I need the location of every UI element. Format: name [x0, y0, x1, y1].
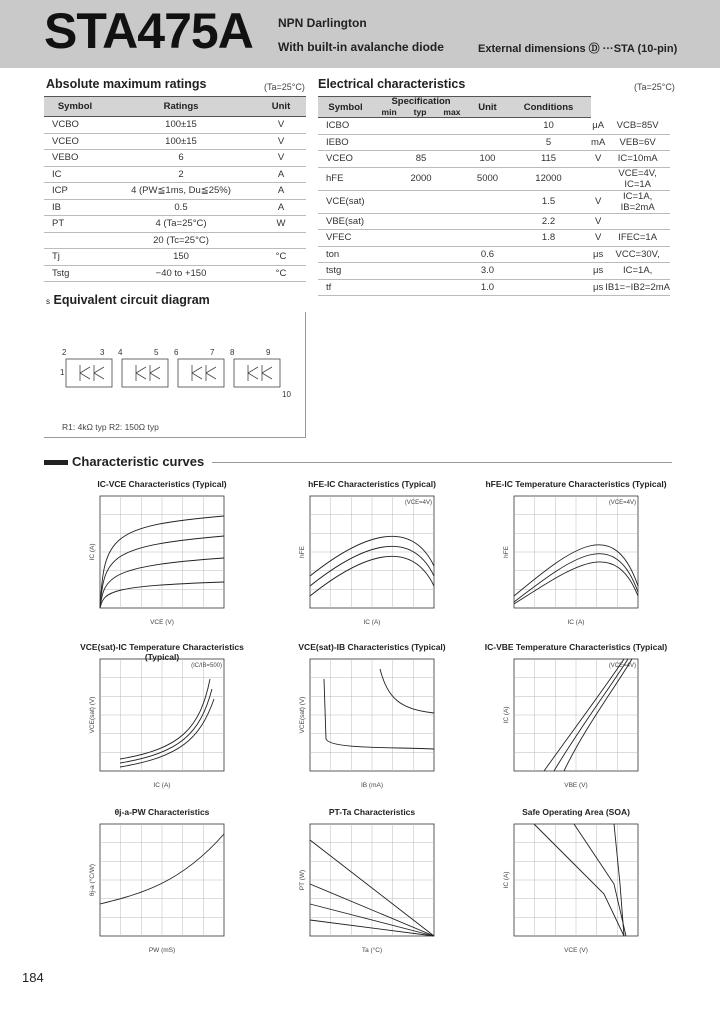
unit-cell [591, 167, 605, 190]
unit-cell: A [256, 183, 306, 200]
conditions-cell: IFEC=1A [605, 230, 670, 247]
abs-max-row [44, 199, 306, 216]
unit-cell: V [256, 150, 306, 167]
y-axis-label: hFE [299, 546, 306, 558]
x-axis-label: VCE (V) [150, 619, 174, 626]
section-rule [212, 462, 672, 463]
symbol-cell: IC [44, 166, 106, 183]
rating-cell: 150 [106, 249, 256, 266]
elec-row [318, 279, 670, 296]
conditions-cell: IC=1A, [605, 263, 670, 280]
symbol-cell: tf [318, 279, 373, 296]
min-cell [373, 246, 469, 263]
abs-max-row [44, 265, 306, 282]
page-number: 184 [22, 970, 44, 985]
max-cell [506, 279, 591, 296]
section-bar [44, 460, 68, 465]
max-cell: 2.2 [506, 213, 591, 230]
max-cell: 5 [506, 134, 591, 151]
abs-max-row [44, 183, 306, 200]
chart-note: (IC/IB=500) [191, 663, 222, 669]
spec-max: max [443, 107, 461, 117]
unit-cell: μs [591, 263, 605, 280]
unit-cell: V [591, 190, 605, 213]
typ-cell [469, 118, 506, 135]
unit-cell: μs [591, 246, 605, 263]
rating-cell: 100±15 [106, 117, 256, 134]
device-type: NPN Darlington [278, 16, 367, 30]
max-cell: 10 [506, 118, 591, 135]
characteristic-chart [498, 492, 652, 628]
unit-cell: W [256, 216, 306, 233]
elec-row [318, 190, 670, 213]
chart-note: (VCE=4V) [404, 500, 432, 506]
min-cell [373, 263, 469, 280]
chart-note: (VCE=4V) [608, 500, 636, 506]
typ-cell [469, 134, 506, 151]
x-axis-label: IC (A) [567, 619, 585, 626]
max-cell: 115 [506, 151, 591, 168]
max-cell: 12000 [506, 167, 591, 190]
spec-min: min [381, 107, 397, 117]
device-feature: With built-in avalanche diode [278, 40, 444, 54]
rating-cell: 20 (Tc=25°C) [106, 232, 256, 249]
rating-cell: 4 (PW≦1ms, Du≦25%) [106, 183, 256, 200]
elec-row [318, 263, 670, 280]
typ-cell: 0.6 [469, 246, 506, 263]
chart-title: VCE(sat)-IB Characteristics (Typical) [298, 642, 446, 652]
spec-typ: typ [413, 107, 427, 117]
elec-title: Electrical characteristics [318, 77, 466, 91]
characteristic-chart [84, 492, 238, 628]
elec-row [318, 134, 670, 151]
pin-label: 2 [62, 348, 67, 357]
unit-cell: μs [591, 279, 605, 296]
y-axis-label: θj-a (°C/W) [89, 863, 96, 897]
symbol-cell: IEBO [318, 134, 373, 151]
y-axis-label: IC (A) [503, 871, 510, 889]
rating-cell: 6 [106, 150, 256, 167]
elec-row [318, 213, 670, 230]
unit-cell: V [256, 133, 306, 150]
unit-cell: μA [591, 118, 605, 135]
min-cell: 85 [373, 151, 469, 168]
x-axis-label: Ta (°C) [361, 947, 383, 954]
elec-row [318, 167, 670, 190]
symbol-cell: VFEC [318, 230, 373, 247]
symbol-cell: ICP [44, 183, 106, 200]
x-axis-label: IC (A) [363, 619, 381, 626]
min-cell [373, 230, 469, 247]
symbol-cell: VCBO [44, 117, 106, 134]
symbol-cell: tstg [318, 263, 373, 280]
min-cell [373, 118, 469, 135]
equivalent-circuit-diagram [60, 345, 300, 405]
unit-cell: V [591, 213, 605, 230]
max-cell [506, 263, 591, 280]
conditions-cell: VCB=85V [605, 118, 670, 135]
pin-label: 3 [100, 348, 105, 357]
external-dimensions: External dimensions Ⓓ ···STA (10-pin) [478, 43, 678, 55]
x-axis-label: VBE (V) [564, 782, 588, 789]
pin-label: 6 [174, 348, 179, 357]
symbol-cell: IB [44, 199, 106, 216]
unit-cell: A [256, 166, 306, 183]
characteristic-chart [498, 820, 652, 956]
abs-max-row [44, 133, 306, 150]
chart-title: VCE(sat)-IC Temperature Characteristics (Typical) [80, 642, 244, 662]
abs-max-row [44, 216, 306, 233]
characteristic-chart [294, 820, 448, 956]
col-conditions: Conditions [506, 97, 591, 118]
characteristic-chart [294, 492, 448, 628]
pin-label: 9 [266, 348, 271, 357]
abs-max-condition: (Ta=25°C) [264, 82, 305, 92]
chart-title: Safe Operating Area (SOA) [522, 807, 630, 817]
col-symbol: Symbol [44, 97, 106, 117]
chart-title: hFE-IC Temperature Characteristics (Typical) [485, 479, 667, 489]
pin-label: 5 [154, 348, 159, 357]
abs-max-row [44, 150, 306, 167]
typ-cell [469, 190, 506, 213]
typ-cell [469, 213, 506, 230]
min-cell: 2000 [373, 167, 469, 190]
y-axis-label: PT (W) [299, 869, 306, 891]
typ-cell: 5000 [469, 167, 506, 190]
symbol-cell: VCEO [44, 133, 106, 150]
rating-cell: 100±15 [106, 133, 256, 150]
abs-max-row [44, 117, 306, 134]
unit-cell: A [256, 199, 306, 216]
conditions-cell: VCE=4V, IC=1A [605, 167, 670, 190]
pin-label: 4 [118, 348, 123, 357]
conditions-cell: IC=1A, IB=2mA [605, 190, 670, 213]
typ-cell: 3.0 [469, 263, 506, 280]
curve-line [324, 679, 434, 749]
curve-line [120, 689, 212, 763]
chart-title: hFE-IC Characteristics (Typical) [308, 479, 436, 489]
symbol-cell: hFE [318, 167, 373, 190]
symbol-cell [44, 232, 106, 249]
characteristic-chart [498, 655, 652, 791]
symbol-cell: ICBO [318, 118, 373, 135]
elec-table [318, 96, 670, 296]
abs-max-title: Absolute maximum ratings [46, 77, 207, 91]
characteristic-chart [294, 655, 448, 791]
conditions-cell: IC=10mA [605, 151, 670, 168]
pin-label: 10 [282, 390, 291, 399]
y-axis-label: IC (A) [89, 543, 96, 561]
rating-cell: −40 to +150 [106, 265, 256, 282]
conditions-cell: VCC=30V, [605, 246, 670, 263]
symbol-cell: VEBO [44, 150, 106, 167]
elec-row [318, 246, 670, 263]
max-cell: 1.8 [506, 230, 591, 247]
abs-max-row [44, 249, 306, 266]
y-axis-label: VCE(sat) (V) [299, 696, 306, 734]
y-axis-label: IC (A) [503, 706, 510, 724]
symbol-cell: VCEO [318, 151, 373, 168]
unit-cell: mA [591, 134, 605, 151]
pin-label: 7 [210, 348, 215, 357]
abs-max-table [44, 96, 306, 282]
unit-cell: V [256, 117, 306, 134]
typ-cell: 100 [469, 151, 506, 168]
equivalent-title [46, 293, 210, 307]
min-cell [373, 279, 469, 296]
symbol-cell: PT [44, 216, 106, 233]
rating-cell: 4 (Ta=25°C) [106, 216, 256, 233]
min-cell [373, 190, 469, 213]
unit-cell: V [591, 151, 605, 168]
elec-row [318, 230, 670, 247]
chart-title: IC-VCE Characteristics (Typical) [97, 479, 227, 489]
symbol-cell: Tj [44, 249, 106, 266]
typ-cell [469, 230, 506, 247]
symbol-cell: VCE(sat) [318, 190, 373, 213]
chart-title: θj-a-PW Characteristics [114, 807, 210, 817]
unit-cell: V [591, 230, 605, 247]
max-cell: 1.5 [506, 190, 591, 213]
pin-label: 1 [60, 368, 65, 377]
equivalent-bullet: s [46, 297, 50, 306]
x-axis-label: PW (mS) [148, 947, 176, 954]
conditions-cell: IB1=−IB2=2mA [605, 279, 670, 296]
col-ratings: Ratings [106, 97, 256, 117]
y-axis-label: hFE [503, 546, 510, 558]
rating-cell: 2 [106, 166, 256, 183]
pin-label: 8 [230, 348, 235, 357]
elec-row [318, 118, 670, 135]
elec-row [318, 151, 670, 168]
equivalent-title-text: Equivalent circuit diagram [53, 293, 210, 307]
min-cell [373, 134, 469, 151]
conditions-cell: VEB=6V [605, 134, 670, 151]
conditions-cell [605, 213, 670, 230]
unit-cell: °C [256, 265, 306, 282]
x-axis-label: IB (mA) [360, 782, 384, 789]
characteristic-chart [84, 820, 238, 956]
col-unit: Unit [469, 97, 506, 118]
max-cell [506, 246, 591, 263]
characteristic-chart [84, 655, 238, 791]
min-cell [373, 213, 469, 230]
resistor-values: R1: 4kΩ typ R2: 150Ω typ [62, 422, 159, 432]
elec-condition: (Ta=25°C) [634, 82, 675, 92]
abs-max-row [44, 166, 306, 183]
part-number: STA475A [44, 3, 253, 59]
x-axis-label: VCE (V) [564, 947, 588, 954]
x-axis-label: IC (A) [153, 782, 171, 789]
chart-title: PT-Ta Characteristics [328, 807, 416, 817]
abs-max-row [44, 232, 306, 249]
spec-label: Specification [391, 96, 451, 107]
curve-line [380, 669, 434, 713]
col-symbol: Symbol [318, 97, 373, 118]
typ-cell: 1.0 [469, 279, 506, 296]
unit-cell [256, 232, 306, 249]
curve-line [120, 699, 214, 767]
unit-cell: °C [256, 249, 306, 266]
rating-cell: 0.5 [106, 199, 256, 216]
chart-note: (VCE=4V) [608, 663, 636, 669]
symbol-cell: Tstg [44, 265, 106, 282]
y-axis-label: VCE(sat) (V) [89, 696, 96, 734]
symbol-cell: VBE(sat) [318, 213, 373, 230]
col-spec [373, 97, 469, 118]
curve-line [120, 679, 210, 759]
chart-title: IC-VBE Temperature Characteristics (Typical) [484, 642, 668, 652]
col-unit: Unit [256, 97, 306, 117]
symbol-cell: ton [318, 246, 373, 263]
curves-title: Characteristic curves [72, 454, 205, 469]
